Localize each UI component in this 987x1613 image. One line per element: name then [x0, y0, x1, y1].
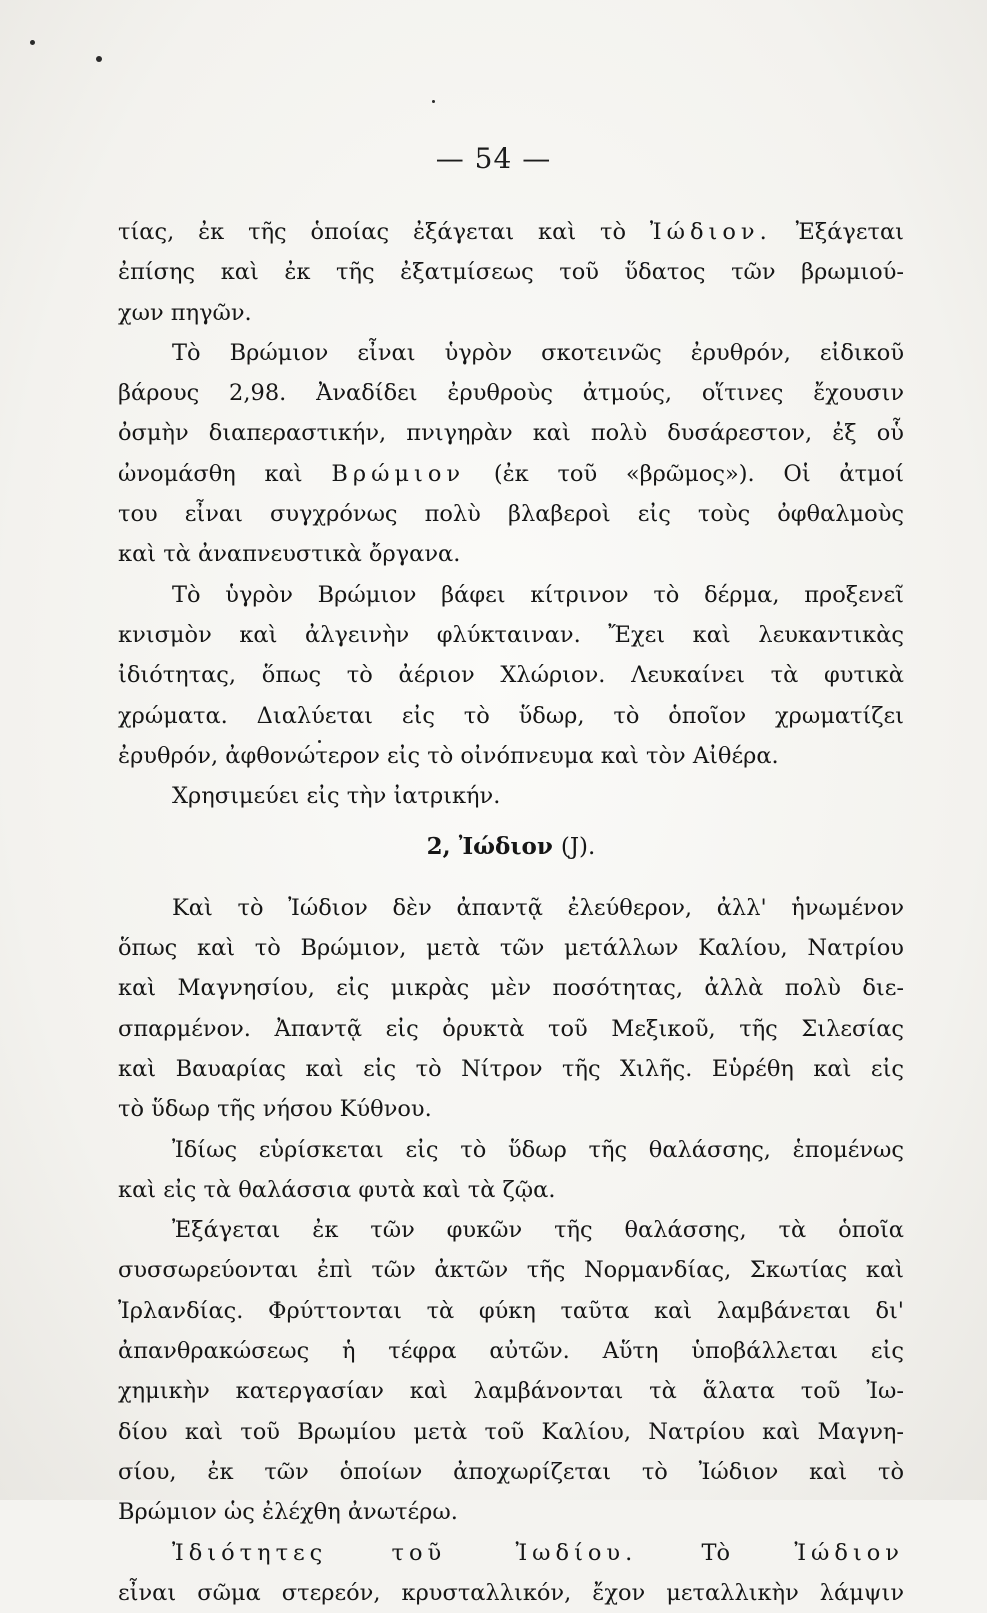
text-line: ὀσμὴν διαπεραστικήν, πνιγηρὰν καὶ πολὺ δυσάρεστον, ἐξ οὗ [118, 420, 904, 447]
text-line: ἰδιότητας, ὅπως τὸ ἀέριον Χλώριον. Λευκαίνει τὰ φυτικὰ [118, 662, 904, 689]
text-line: Βρώμιον ὡς ἐλέχθη ἀνωτέρω. [118, 1499, 458, 1526]
text-line: Χρησιμεύει εἰς τὴν ἰατρικήν. [172, 783, 501, 810]
text-line: Ἰδιότητες τοῦ Ἰωδίου. Τὸ Ἰώδιον [172, 1539, 904, 1566]
text-line: Τὸ Βρώμιον εἶναι ὑγρὸν σκοτεινῶς ἐρυθρόν, εἰδικοῦ [172, 339, 904, 366]
text-line: καὶ εἰς τὰ θαλάσσια φυτὰ καὶ τὰ ζῷα. [118, 1176, 556, 1203]
text-line: Ἰδίως εὑρίσκεται εἰς τὸ ὕδωρ τῆς θαλάσσης, ἑπομένως [172, 1136, 904, 1163]
text-line: καὶ Μαγνησίου, εἰς μικρὰς μὲν ποσότητας, ἀλλὰ πολὺ διε- [118, 975, 904, 1002]
text-line: σπαρμένον. Ἀπαντᾷ εἰς ὀρυκτὰ τοῦ Μεξικοῦ, τῆς Σιλεσίας [118, 1015, 904, 1042]
text-line: βάρους 2,98. Ἀναδίδει ἐρυθροὺς ἀτμούς, οἵτινες ἔχουσιν [118, 380, 904, 407]
text-line: Καὶ τὸ Ἰώδιον δὲν ἀπαντᾷ ἐλεύθερον, ἀλλ' ἡνωμένον [172, 894, 904, 921]
text-line: ὅπως καὶ τὸ Βρώμιον, μετὰ τῶν μετάλλων Καλίου, Νατρίου [118, 935, 904, 962]
text-line: Ἰρλανδίας. Φρύττονται τὰ φύκη ταῦτα καὶ λαμβάνεται δι' [118, 1297, 904, 1324]
body-text [118, 212, 904, 1613]
print-speck [96, 56, 102, 62]
text-line: κνισμὸν καὶ ἀλγεινὴν φλύκταιναν. Ἔχει καὶ λευκαντικὰς [118, 621, 904, 648]
text-line: χημικὴν κατεργασίαν καὶ λαμβάνονται τὰ ἅλατα τοῦ Ἰω- [118, 1378, 904, 1405]
section-heading: 2, Ἰώδιον (J). [426, 833, 596, 861]
text-line: καὶ Βαυαρίας καὶ εἰς τὸ Νίτρον τῆς Χιλῆς. Εὑρέθη καὶ εἰς [118, 1055, 904, 1082]
print-speck [318, 740, 321, 743]
text-line: Τὸ ὑγρὸν Βρώμιον βάφει κίτρινον τὸ δέρμα, προξενεῖ [172, 581, 904, 608]
text-line: Ἐξάγεται ἐκ τῶν φυκῶν τῆς θαλάσσης, τὰ ὁποῖα [172, 1217, 904, 1244]
text-line: τίας, ἐκ τῆς ὁποίας ἐξάγεται καὶ τὸ Ἰώδιον. Ἐξάγεται [118, 219, 904, 245]
print-speck [432, 100, 435, 103]
text-line: χων πηγῶν. [118, 299, 252, 326]
text-line: ἀπανθρακώσεως ἡ τέφρα αὐτῶν. Αὕτη ὑποβάλλεται εἰς [118, 1338, 904, 1365]
text-line: τὸ ὕδωρ τῆς νήσου Κύθνου. [118, 1096, 432, 1123]
text-line: ἐρυθρόν, ἀφθονώτερον εἰς τὸ οἰνόπνευμα καὶ τὸν Αἰθέρα. [118, 742, 779, 769]
print-speck [30, 40, 35, 45]
text-line: δίου καὶ τοῦ Βρωμίου μετὰ τοῦ Καλίου, Νατρίου καὶ Μαγνη- [118, 1418, 904, 1445]
text-line: ὠνομάσθη καὶ Βρώμιον (ἐκ τοῦ «βρῶμος»). Οἱ ἀτμοί [118, 460, 905, 487]
text-line: χρώματα. Διαλύεται εἰς τὸ ὕδωρ, τὸ ὁποῖον χρωματίζει [118, 702, 904, 729]
text-line: καὶ τὰ ἀναπνευστικὰ ὄργανα. [118, 541, 461, 568]
text-line: του εἶναι συγχρόνως πολὺ βλαβεροὶ εἰς τοὺς ὀφθαλμοὺς [118, 501, 904, 528]
page-number: — 54 — [435, 142, 552, 175]
text-line: εἶναι σῶμα στερεόν, κρυσταλλικόν, ἔχον μεταλλικὴν λάμψιν [118, 1579, 904, 1606]
text-line: συσσωρεύονται ἐπὶ τῶν ἀκτῶν τῆς Νορμανδίας, Σκωτίας καὶ [118, 1257, 904, 1284]
text-line: ἐπίσης καὶ ἐκ τῆς ἐξατμίσεως τοῦ ὕδατος τῶν βρωμιού- [118, 259, 904, 286]
text-line: σίου, ἐκ τῶν ὁποίων ἀποχωρίζεται τὸ Ἰώδιον καὶ τὸ [118, 1458, 904, 1485]
